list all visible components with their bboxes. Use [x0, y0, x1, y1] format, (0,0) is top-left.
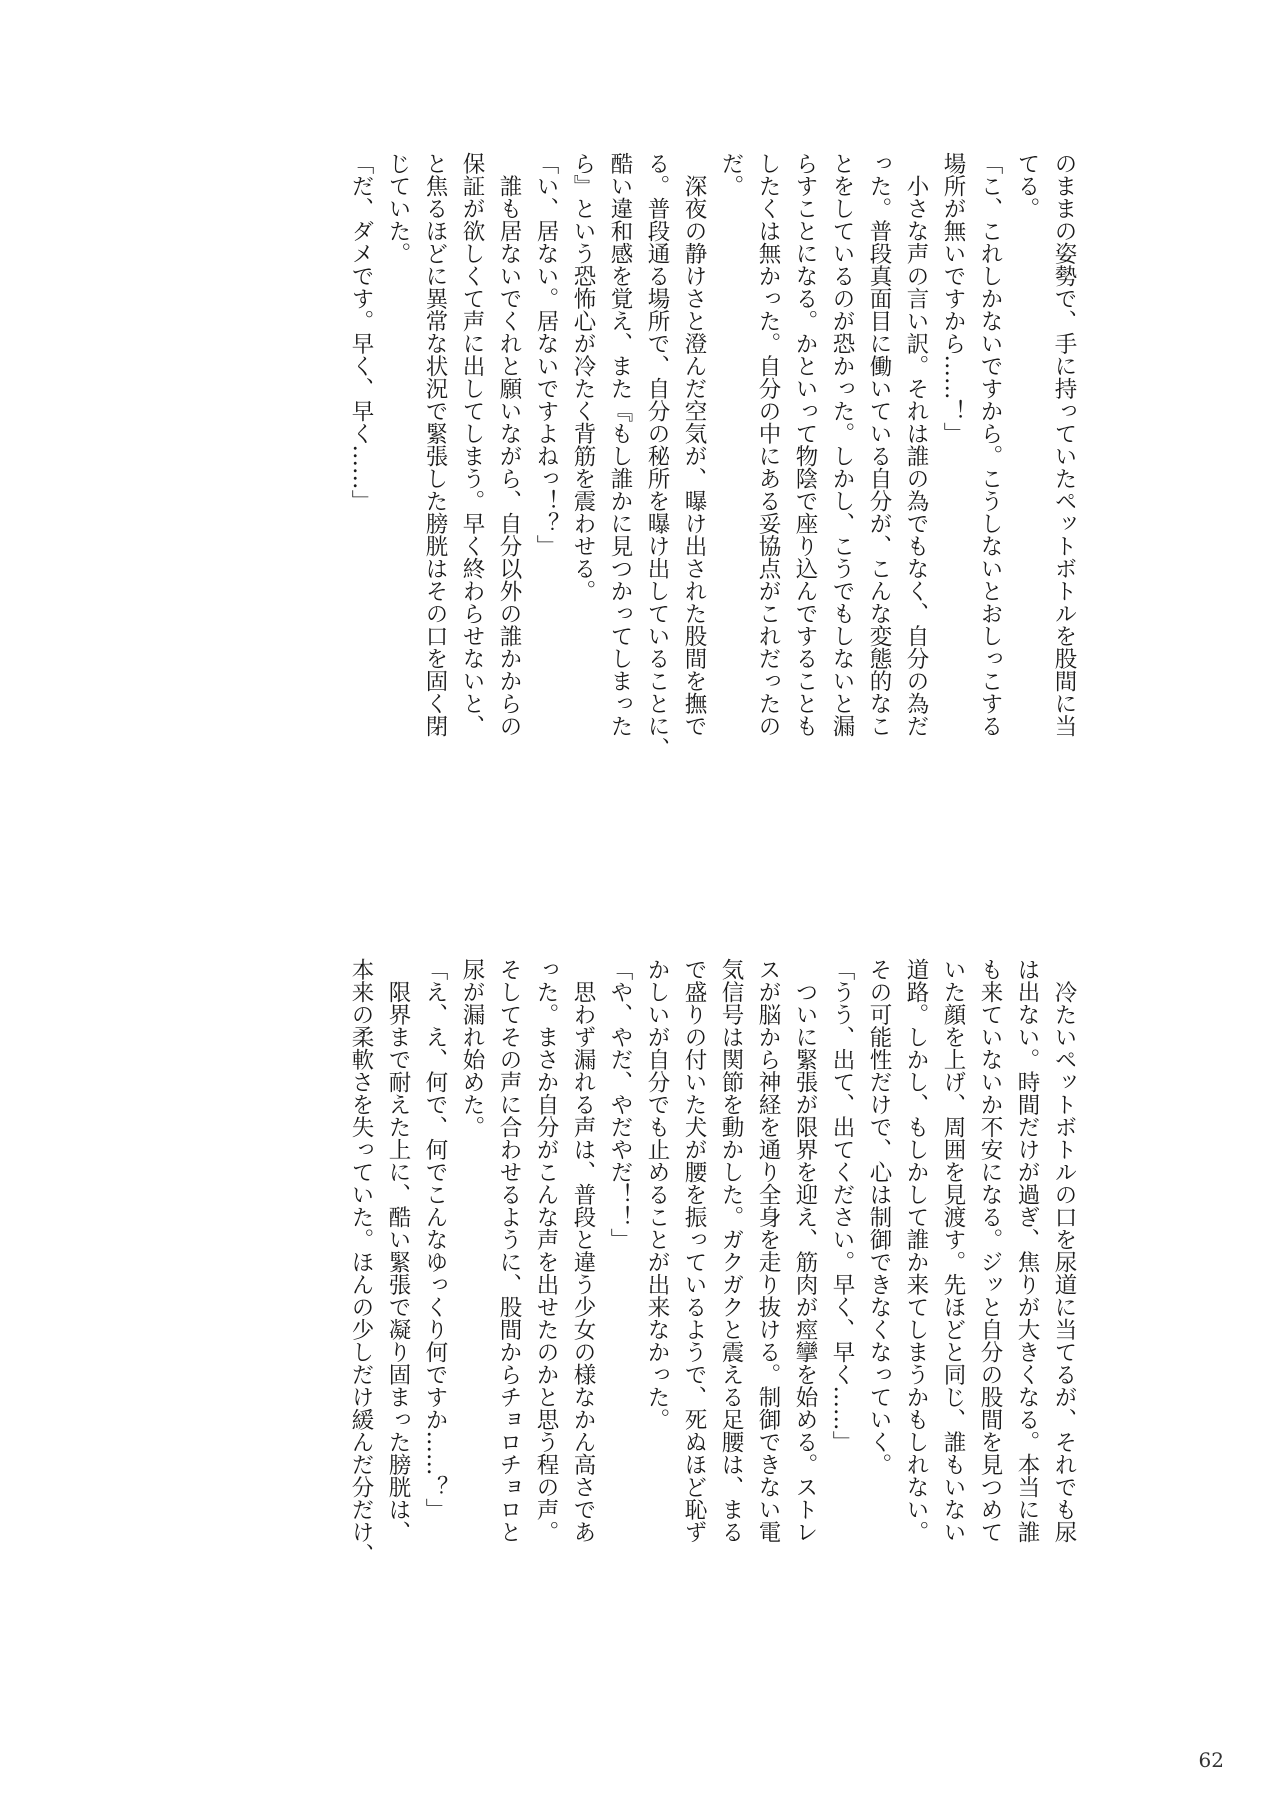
text-line: そしてその声に合わせるように、股間からチョロチョロと — [496, 958, 522, 1543]
text-line: で盛りの付いた犬が腰を振っているようで、死ぬほど恥ず — [681, 958, 707, 1543]
text-line: 本来の柔軟さを失っていた。ほんの少しだけ緩んだ分だけ、 — [348, 958, 374, 1566]
text-line: った。普段真面目に働いている自分が、こんな変態的なこ — [866, 152, 892, 737]
text-line: 「こ、これしかないですから。こうしないとおしっこする — [977, 152, 1003, 737]
text-block-top — [342, 152, 1082, 912]
text-line: は出ない。時間だけが過ぎ、焦りが大きくなる。本当に誰 — [1014, 958, 1040, 1543]
text-line: 深夜の静けさと澄んだ空気が、曝け出された股間を撫で — [681, 152, 707, 737]
text-line: したくは無かった。自分の中にある妥協点がこれだったの — [755, 152, 781, 737]
text-line: と焦るほどに異常な状況で緊張した膀胱はその口を固く閉 — [422, 152, 448, 737]
text-line: 尿が漏れ始めた。 — [459, 958, 485, 1138]
text-line: 場所が無いですから……！」 — [940, 152, 966, 445]
text-line: だ。 — [718, 152, 744, 197]
text-line: じていた。 — [385, 152, 411, 265]
text-line: ら』という恐怖心が冷たく背筋を震わせる。 — [570, 152, 596, 602]
text-line: も来ていないか不安になる。ジッと自分の股間を見つめて — [977, 958, 1003, 1543]
text-line: ついに緊張が限界を迎え、筋肉が痙攣を始める。ストレ — [792, 958, 818, 1543]
text-line: てる。 — [1014, 152, 1040, 220]
text-line: 思わず漏れる声は、普段と違う少女の様なかん高さであ — [570, 958, 596, 1543]
text-line: とをしているのが恐かった。しかし、こうでもしないと漏 — [829, 152, 855, 737]
text-line: 誰も居ないでくれと願いながら、自分以外の誰かからの — [496, 152, 522, 737]
text-line: 限界まで耐えた上に、酷い緊張で凝り固まった膀胱は、 — [385, 958, 411, 1543]
text-line: 小さな声の言い訳。それは誰の為でもなく、自分の為だ — [903, 152, 929, 737]
text-line: 「え、え、何で、何でこんなゆっくり何ですか……？」 — [422, 958, 448, 1521]
text-line: 「だ、ダメです。早く、早く……」 — [348, 152, 374, 512]
text-line: のままの姿勢で、手に持っていたペットボトルを股間に当 — [1051, 152, 1077, 737]
text-line: 保証が欲しくて声に出してしまう。早く終わらせないと、 — [459, 152, 485, 737]
text-line: 冷たいペットボトルの口を尿道に当てるが、それでも尿 — [1051, 958, 1077, 1543]
text-line: る。普段通る場所で、自分の秘所を曝け出していることに、 — [644, 152, 670, 760]
text-line: 酷い違和感を覚え、また『もし誰かに見つかってしまった — [607, 152, 633, 737]
text-line: 「や、やだ、やだやだ！！」 — [607, 958, 633, 1251]
text-block-bottom — [342, 958, 1082, 1718]
text-line: らすことになる。かといって物陰で座り込んですることも — [792, 152, 818, 737]
text-line: かしいが自分でも止めることが出来なかった。 — [644, 958, 670, 1431]
text-line: 「い、居ない。居ないですよねっ！？」 — [533, 152, 559, 557]
text-line: 「うう、出て、出てください。早く、早く……」 — [829, 958, 855, 1453]
text-line: 道路。しかし、もしかして誰か来てしまうかもしれない。 — [903, 958, 929, 1543]
text-line: 気信号は関節を動かした。ガクガクと震える足腰は、まる — [718, 958, 744, 1543]
text-line: その可能性だけで、心は制御できなくなっていく。 — [866, 958, 892, 1476]
text-line: スが脳から神経を通り全身を走り抜ける。制御できない電 — [755, 958, 781, 1543]
page-number: 62 — [1198, 1748, 1224, 1772]
text-line: いた顔を上げ、周囲を見渡す。先ほどと同じ、誰もいない — [940, 958, 966, 1543]
text-line: った。まさか自分がこんな声を出せたのかと思う程の声。 — [533, 958, 559, 1543]
